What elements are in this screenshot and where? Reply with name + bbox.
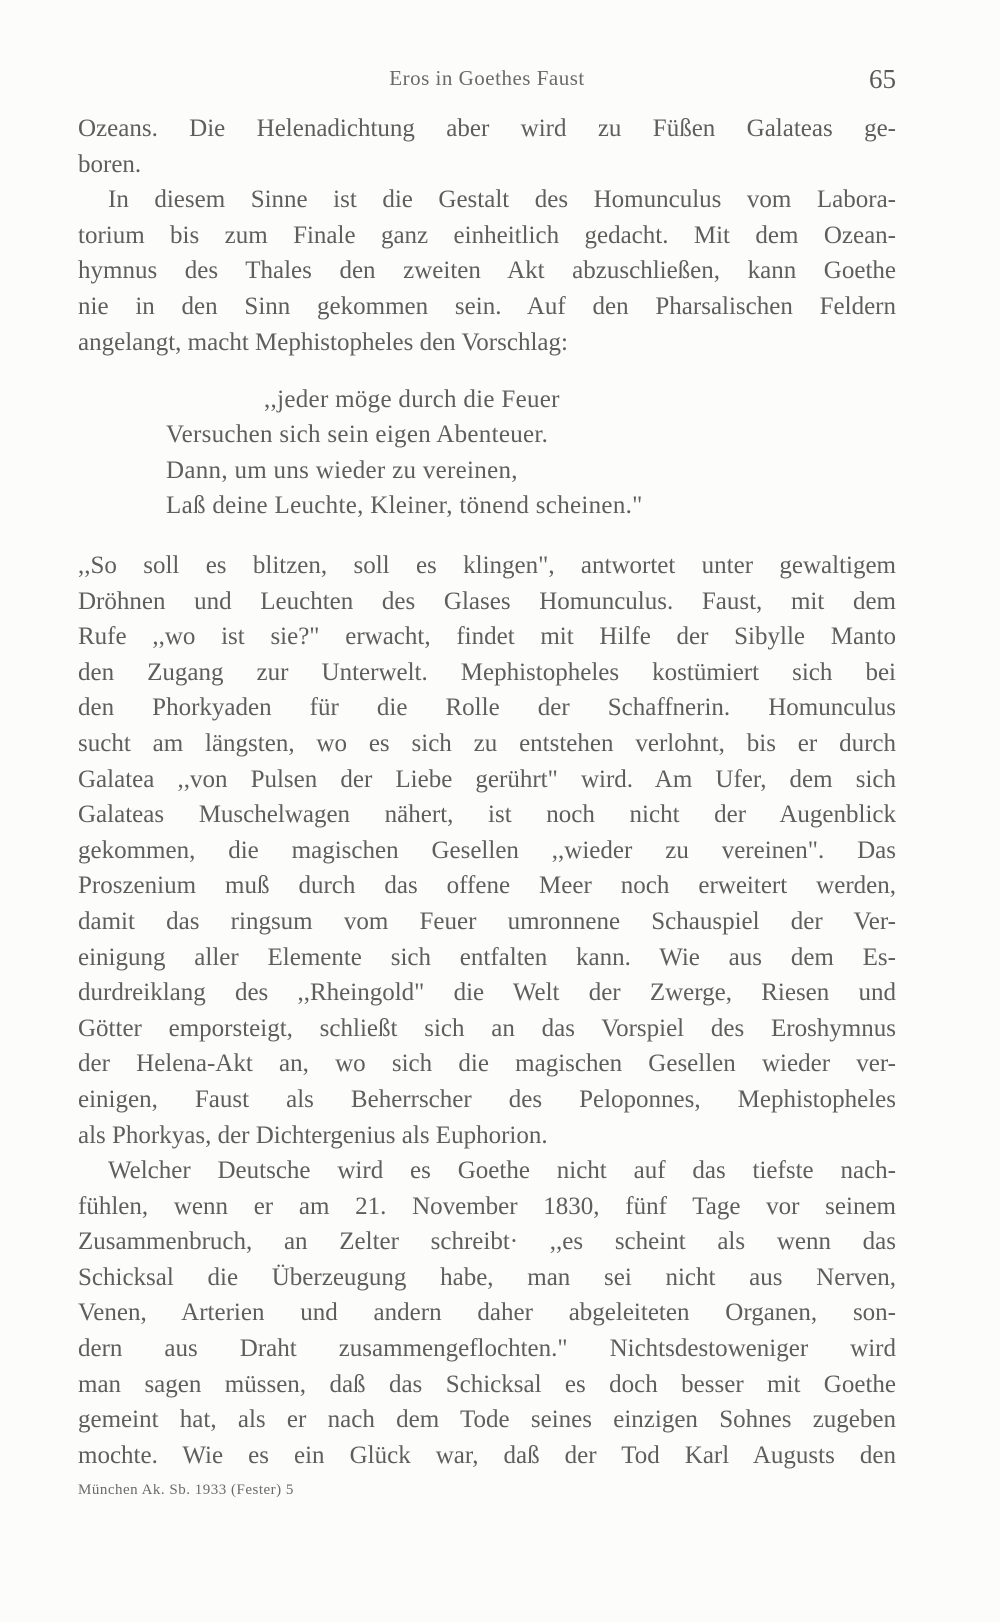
text-line: hymnus des Thales den zweiten Akt abzuschließen, kann Goethe — [78, 257, 896, 285]
text-line: angelangt, macht Mephistopheles den Vorschlag: — [78, 328, 568, 356]
running-title: Eros in Goethes Faust — [389, 66, 585, 90]
text-line: dern aus Draht zusammengeflochten." Nichtsdestoweniger wird — [78, 1335, 896, 1363]
text-line: damit das ringsum vom Feuer umronnene Schauspiel der Ver- — [78, 907, 896, 935]
text-line: Proszenium muß durch das offene Meer noch erweitert werden, — [78, 872, 896, 900]
text-line: mochte. Wie es ein Glück war, daß der Tod Karl Augusts den — [78, 1441, 896, 1469]
text-line: den Phorkyaden für die Rolle der Schaffnerin. Homunculus — [78, 694, 896, 722]
verse-quotation — [166, 382, 866, 524]
text-line: Welcher Deutsche wird es Goethe nicht auf das tiefste nach- — [108, 1157, 896, 1185]
text-line: torium bis zum Finale ganz einheitlich gedacht. Mit dem Ozean- — [78, 221, 896, 249]
text-line: Rufe ,,wo ist sie?" erwacht, findet mit Hilfe der Sibylle Manto — [78, 623, 896, 651]
verse-line: ,,jeder möge durch die Feuer — [264, 386, 560, 413]
text-line: sucht am längsten, wo es sich zu entstehen verlohnt, bis er durch — [78, 729, 896, 757]
text-line: nie in den Sinn gekommen sein. Auf den Pharsalischen Feldern — [78, 292, 896, 320]
page-header — [78, 64, 896, 104]
verse-line: Versuchen sich sein eigen Abenteuer. — [166, 421, 549, 449]
text-line: der Helena-Akt an, wo sich die magischen Gesellen wieder ver- — [78, 1050, 896, 1078]
text-line: einigen, Faust als Beherrscher des Peloponnes, Mephistopheles — [78, 1085, 896, 1113]
text-line: boren. — [78, 150, 142, 178]
text-line: In diesem Sinne ist die Gestalt des Homunculus vom Labora- — [108, 186, 896, 214]
text-line: durdreiklang des ,,Rheingold" die Welt der Zwerge, Riesen und — [78, 979, 896, 1007]
text-line: einigung aller Elemente sich entfalten kann. Wie aus dem Es- — [78, 943, 896, 971]
body-text-bottom — [78, 548, 896, 1473]
text-line: gemeint hat, als er nach dem Tode seines einzigen Sohnes zugeben — [78, 1406, 896, 1434]
text-line: Venen, Arterien und andern daher abgeleiteten Organen, son- — [78, 1299, 896, 1327]
footer-signature: München Ak. Sb. 1933 (Fester) 5 — [78, 1482, 294, 1498]
text-line: Galatea ,,von Pulsen der Liebe gerührt" wird. Am Ufer, dem sich — [78, 765, 896, 793]
page-number: 65 — [869, 64, 896, 94]
text-line: Galateas Muschelwagen nähert, ist noch nicht der Augenblick — [78, 801, 896, 829]
text-line: gekommen, die magischen Gesellen ,,wieder zu vereinen". Das — [78, 836, 896, 864]
text-line: Götter emporsteigt, schließt sich an das Vorspiel des Eroshymnus — [78, 1014, 896, 1042]
body-text-top — [78, 111, 896, 360]
verse-line: Dann, um uns wieder zu vereinen, — [166, 456, 518, 484]
text-line: Zusammenbruch, an Zelter schreibt· ,,es scheint als wenn das — [78, 1228, 896, 1256]
verse-line: Laß deine Leuchte, Kleiner, tönend scheinen." — [166, 492, 643, 520]
text-line: den Zugang zur Unterwelt. Mephistopheles kostümiert sich bei — [78, 658, 896, 686]
text-line: Schicksal die Überzeugung habe, man sei nicht aus Nerven, — [78, 1263, 896, 1291]
text-line: ,,So soll es blitzen, soll es klingen", antwortet unter gewaltigem — [78, 552, 896, 579]
text-line: als Phorkyas, der Dichtergenius als Euphorion. — [78, 1121, 548, 1149]
text-line: Dröhnen und Leuchten des Glases Homunculus. Faust, mit dem — [78, 587, 896, 615]
text-line: fühlen, wenn er am 21. November 1830, fünf Tage vor seinem — [78, 1192, 896, 1220]
text-line: Ozeans. Die Helenadichtung aber wird zu Füßen Galateas ge- — [78, 115, 896, 142]
text-line: man sagen müssen, daß das Schicksal es doch besser mit Goethe — [78, 1370, 896, 1398]
